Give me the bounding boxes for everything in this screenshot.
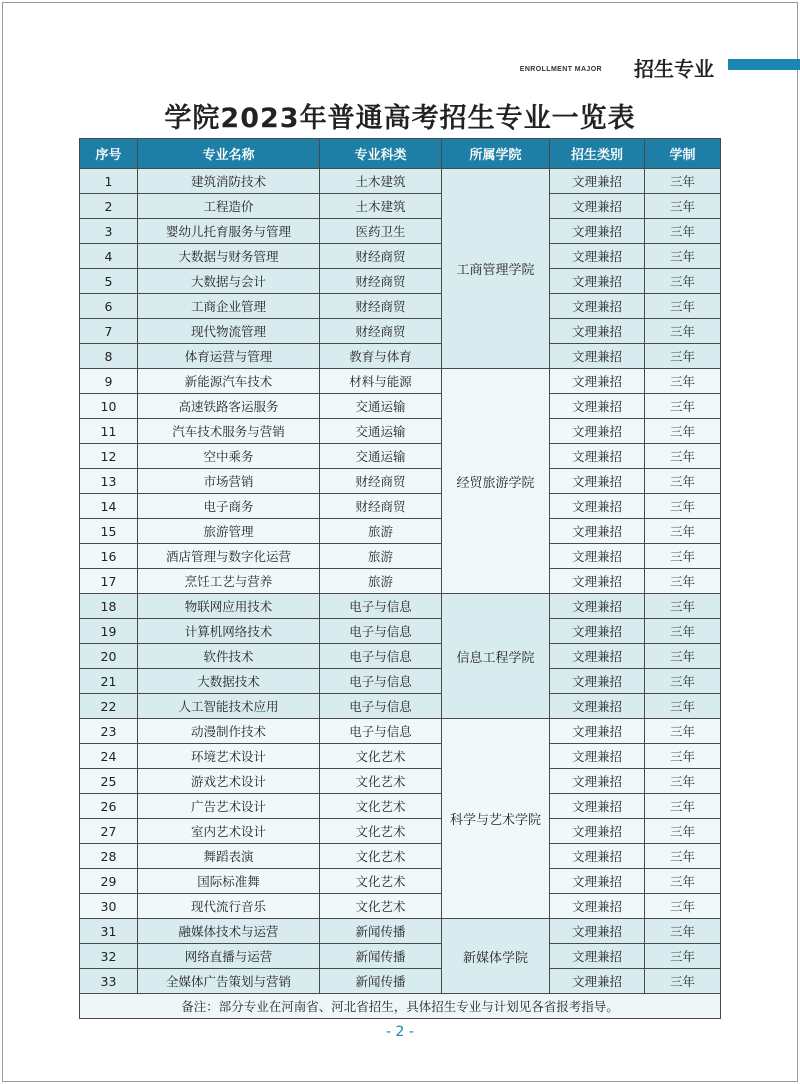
cell-major-category: 交通运输 <box>320 444 442 469</box>
cell-major-category: 交通运输 <box>320 419 442 444</box>
cell-duration: 三年 <box>645 519 721 544</box>
cell-major-name: 国际标准舞 <box>138 869 320 894</box>
header-college: 所属学院 <box>442 139 550 169</box>
cell-college: 新媒体学院 <box>442 919 550 994</box>
table-row <box>80 594 721 619</box>
cell-major-name: 酒店管理与数字化运营 <box>138 544 320 569</box>
cell-duration: 三年 <box>645 219 721 244</box>
cell-duration: 三年 <box>645 769 721 794</box>
cell-enrollment-type: 文理兼招 <box>550 919 645 944</box>
table-row <box>80 819 721 844</box>
cell-index: 28 <box>80 844 138 869</box>
table-row <box>80 194 721 219</box>
cell-enrollment-type: 文理兼招 <box>550 594 645 619</box>
table-row <box>80 369 721 394</box>
cell-college: 科学与艺术学院 <box>442 719 550 919</box>
cell-enrollment-type: 文理兼招 <box>550 894 645 919</box>
table-row <box>80 569 721 594</box>
table-row <box>80 269 721 294</box>
cell-major-name: 旅游管理 <box>138 519 320 544</box>
header-duration: 学制 <box>645 139 721 169</box>
cell-major-name: 工程造价 <box>138 194 320 219</box>
cell-index: 30 <box>80 894 138 919</box>
page-title: 学院2023年普通高考招生专业一览表 <box>164 103 636 134</box>
table-row <box>80 944 721 969</box>
page-header <box>0 50 800 80</box>
cell-major-name: 市场营销 <box>138 469 320 494</box>
cell-major-category: 交通运输 <box>320 394 442 419</box>
cell-major-name: 游戏艺术设计 <box>138 769 320 794</box>
cell-duration: 三年 <box>645 244 721 269</box>
cell-duration: 三年 <box>645 344 721 369</box>
cell-major-name: 人工智能技术应用 <box>138 694 320 719</box>
cell-duration: 三年 <box>645 494 721 519</box>
cell-enrollment-type: 文理兼招 <box>550 394 645 419</box>
cell-major-category: 财经商贸 <box>320 269 442 294</box>
cell-duration: 三年 <box>645 394 721 419</box>
cell-index: 26 <box>80 794 138 819</box>
cell-major-name: 室内艺术设计 <box>138 819 320 844</box>
table-row <box>80 669 721 694</box>
cell-duration: 三年 <box>645 594 721 619</box>
cell-major-category: 电子与信息 <box>320 669 442 694</box>
cell-enrollment-type: 文理兼招 <box>550 769 645 794</box>
cell-major-category: 文化艺术 <box>320 744 442 769</box>
cell-major-category: 新闻传播 <box>320 919 442 944</box>
cell-duration: 三年 <box>645 794 721 819</box>
cell-index: 9 <box>80 369 138 394</box>
cell-duration: 三年 <box>645 369 721 394</box>
cell-index: 15 <box>80 519 138 544</box>
cell-major-name: 融媒体技术与运营 <box>138 919 320 944</box>
table-row <box>80 444 721 469</box>
cell-index: 18 <box>80 594 138 619</box>
note-row <box>80 994 721 1019</box>
cell-index: 4 <box>80 244 138 269</box>
table-row <box>80 619 721 644</box>
cell-enrollment-type: 文理兼招 <box>550 819 645 844</box>
cell-duration: 三年 <box>645 644 721 669</box>
table-row <box>80 519 721 544</box>
cell-enrollment-type: 文理兼招 <box>550 869 645 894</box>
cell-major-category: 财经商贸 <box>320 494 442 519</box>
cell-major-category: 旅游 <box>320 569 442 594</box>
cell-major-name: 婴幼儿托育服务与管理 <box>138 219 320 244</box>
header-accent-bar <box>728 59 800 70</box>
table-row <box>80 894 721 919</box>
cell-index: 5 <box>80 269 138 294</box>
cell-enrollment-type: 文理兼招 <box>550 644 645 669</box>
cell-duration: 三年 <box>645 719 721 744</box>
cell-major-category: 财经商贸 <box>320 319 442 344</box>
cell-major-name: 计算机网络技术 <box>138 619 320 644</box>
cell-index: 24 <box>80 744 138 769</box>
cell-major-category: 旅游 <box>320 544 442 569</box>
cell-duration: 三年 <box>645 194 721 219</box>
cell-index: 33 <box>80 969 138 994</box>
cell-major-category: 新闻传播 <box>320 969 442 994</box>
cell-enrollment-type: 文理兼招 <box>550 569 645 594</box>
cell-major-name: 大数据与会计 <box>138 269 320 294</box>
cell-enrollment-type: 文理兼招 <box>550 494 645 519</box>
cell-major-name: 物联网应用技术 <box>138 594 320 619</box>
cell-enrollment-type: 文理兼招 <box>550 669 645 694</box>
cell-index: 29 <box>80 869 138 894</box>
cell-enrollment-type: 文理兼招 <box>550 519 645 544</box>
table-row <box>80 319 721 344</box>
cell-major-name: 烹饪工艺与营养 <box>138 569 320 594</box>
cell-major-name: 空中乘务 <box>138 444 320 469</box>
table-row <box>80 294 721 319</box>
cell-duration: 三年 <box>645 419 721 444</box>
cell-index: 21 <box>80 669 138 694</box>
header-major-name: 专业名称 <box>138 139 320 169</box>
cell-duration: 三年 <box>645 294 721 319</box>
cell-index: 14 <box>80 494 138 519</box>
cell-index: 7 <box>80 319 138 344</box>
table-row <box>80 919 721 944</box>
cell-duration: 三年 <box>645 544 721 569</box>
cell-enrollment-type: 文理兼招 <box>550 544 645 569</box>
cell-index: 11 <box>80 419 138 444</box>
cell-major-category: 电子与信息 <box>320 694 442 719</box>
cell-major-category: 旅游 <box>320 519 442 544</box>
cell-enrollment-type: 文理兼招 <box>550 844 645 869</box>
cell-major-category: 教育与体育 <box>320 344 442 369</box>
cell-index: 6 <box>80 294 138 319</box>
cell-index: 13 <box>80 469 138 494</box>
cell-duration: 三年 <box>645 944 721 969</box>
cell-duration: 三年 <box>645 844 721 869</box>
cell-enrollment-type: 文理兼招 <box>550 469 645 494</box>
table-row <box>80 969 721 994</box>
cell-duration: 三年 <box>645 919 721 944</box>
cell-major-name: 工商企业管理 <box>138 294 320 319</box>
cell-duration: 三年 <box>645 819 721 844</box>
cell-enrollment-type: 文理兼招 <box>550 244 645 269</box>
cell-major-category: 医药卫生 <box>320 219 442 244</box>
table-row <box>80 769 721 794</box>
cell-enrollment-type: 文理兼招 <box>550 694 645 719</box>
cell-major-category: 文化艺术 <box>320 844 442 869</box>
cell-enrollment-type: 文理兼招 <box>550 794 645 819</box>
cell-index: 17 <box>80 569 138 594</box>
cell-major-category: 文化艺术 <box>320 894 442 919</box>
cell-duration: 三年 <box>645 269 721 294</box>
cell-major-category: 电子与信息 <box>320 719 442 744</box>
table-row <box>80 394 721 419</box>
cell-major-name: 大数据技术 <box>138 669 320 694</box>
cell-major-name: 软件技术 <box>138 644 320 669</box>
cell-index: 32 <box>80 944 138 969</box>
majors-table <box>79 138 721 1019</box>
cell-enrollment-type: 文理兼招 <box>550 444 645 469</box>
page-number: - 2 - <box>386 1024 414 1040</box>
cell-index: 20 <box>80 644 138 669</box>
cell-major-name: 建筑消防技术 <box>138 169 320 194</box>
cell-major-category: 文化艺术 <box>320 794 442 819</box>
cell-enrollment-type: 文理兼招 <box>550 219 645 244</box>
cell-index: 12 <box>80 444 138 469</box>
cell-major-name: 网络直播与运营 <box>138 944 320 969</box>
cell-major-name: 电子商务 <box>138 494 320 519</box>
header-english-label: ENROLLMENT MAJOR <box>519 66 602 73</box>
cell-index: 22 <box>80 694 138 719</box>
cell-duration: 三年 <box>645 869 721 894</box>
table-row <box>80 694 721 719</box>
cell-major-name: 现代物流管理 <box>138 319 320 344</box>
cell-college: 工商管理学院 <box>442 169 550 369</box>
cell-index: 31 <box>80 919 138 944</box>
table-row <box>80 244 721 269</box>
cell-duration: 三年 <box>645 319 721 344</box>
table-row <box>80 344 721 369</box>
header-enrollment-type: 招生类别 <box>550 139 645 169</box>
cell-enrollment-type: 文理兼招 <box>550 319 645 344</box>
cell-index: 1 <box>80 169 138 194</box>
cell-major-category: 电子与信息 <box>320 644 442 669</box>
table-row <box>80 644 721 669</box>
table-row <box>80 794 721 819</box>
cell-major-category: 电子与信息 <box>320 594 442 619</box>
cell-major-name: 高速铁路客运服务 <box>138 394 320 419</box>
note-text: 备注：部分专业在河南省、河北省招生，具体招生专业与计划见各省报考指导。 <box>80 994 721 1019</box>
cell-major-category: 新闻传播 <box>320 944 442 969</box>
cell-enrollment-type: 文理兼招 <box>550 719 645 744</box>
cell-major-category: 财经商贸 <box>320 469 442 494</box>
cell-duration: 三年 <box>645 744 721 769</box>
cell-major-category: 电子与信息 <box>320 619 442 644</box>
cell-major-name: 体育运营与管理 <box>138 344 320 369</box>
cell-index: 19 <box>80 619 138 644</box>
cell-major-category: 材料与能源 <box>320 369 442 394</box>
cell-enrollment-type: 文理兼招 <box>550 194 645 219</box>
table-header-row <box>80 139 721 169</box>
table-row <box>80 869 721 894</box>
cell-enrollment-type: 文理兼招 <box>550 619 645 644</box>
cell-duration: 三年 <box>645 444 721 469</box>
cell-enrollment-type: 文理兼招 <box>550 744 645 769</box>
cell-duration: 三年 <box>645 169 721 194</box>
cell-index: 27 <box>80 819 138 844</box>
cell-major-name: 大数据与财务管理 <box>138 244 320 269</box>
table-row <box>80 719 721 744</box>
table-row <box>80 219 721 244</box>
cell-enrollment-type: 文理兼招 <box>550 944 645 969</box>
cell-enrollment-type: 文理兼招 <box>550 419 645 444</box>
table-row <box>80 744 721 769</box>
cell-major-category: 土木建筑 <box>320 169 442 194</box>
cell-duration: 三年 <box>645 619 721 644</box>
header-chinese-label: 招生专业 <box>634 57 714 81</box>
cell-index: 2 <box>80 194 138 219</box>
cell-index: 3 <box>80 219 138 244</box>
cell-major-name: 全媒体广告策划与营销 <box>138 969 320 994</box>
cell-major-name: 舞蹈表演 <box>138 844 320 869</box>
cell-major-name: 新能源汽车技术 <box>138 369 320 394</box>
cell-college: 信息工程学院 <box>442 594 550 719</box>
table-row <box>80 469 721 494</box>
table-row <box>80 419 721 444</box>
cell-enrollment-type: 文理兼招 <box>550 294 645 319</box>
cell-index: 23 <box>80 719 138 744</box>
cell-major-category: 土木建筑 <box>320 194 442 219</box>
cell-duration: 三年 <box>645 969 721 994</box>
table-row <box>80 494 721 519</box>
cell-enrollment-type: 文理兼招 <box>550 969 645 994</box>
cell-major-category: 文化艺术 <box>320 769 442 794</box>
cell-enrollment-type: 文理兼招 <box>550 369 645 394</box>
cell-major-name: 汽车技术服务与营销 <box>138 419 320 444</box>
cell-major-name: 环境艺术设计 <box>138 744 320 769</box>
cell-major-category: 财经商贸 <box>320 244 442 269</box>
cell-index: 25 <box>80 769 138 794</box>
cell-index: 10 <box>80 394 138 419</box>
header-major-category: 专业科类 <box>320 139 442 169</box>
cell-enrollment-type: 文理兼招 <box>550 344 645 369</box>
cell-major-category: 文化艺术 <box>320 869 442 894</box>
cell-duration: 三年 <box>645 669 721 694</box>
cell-duration: 三年 <box>645 569 721 594</box>
cell-major-category: 文化艺术 <box>320 819 442 844</box>
table-row <box>80 544 721 569</box>
cell-major-name: 现代流行音乐 <box>138 894 320 919</box>
cell-major-name: 动漫制作技术 <box>138 719 320 744</box>
cell-college: 经贸旅游学院 <box>442 369 550 594</box>
cell-index: 16 <box>80 544 138 569</box>
cell-index: 8 <box>80 344 138 369</box>
table-row <box>80 844 721 869</box>
cell-duration: 三年 <box>645 894 721 919</box>
cell-enrollment-type: 文理兼招 <box>550 269 645 294</box>
header-index: 序号 <box>80 139 138 169</box>
cell-major-category: 财经商贸 <box>320 294 442 319</box>
cell-duration: 三年 <box>645 694 721 719</box>
cell-major-name: 广告艺术设计 <box>138 794 320 819</box>
cell-enrollment-type: 文理兼招 <box>550 169 645 194</box>
table-body <box>80 169 721 994</box>
table-row <box>80 169 721 194</box>
cell-duration: 三年 <box>645 469 721 494</box>
